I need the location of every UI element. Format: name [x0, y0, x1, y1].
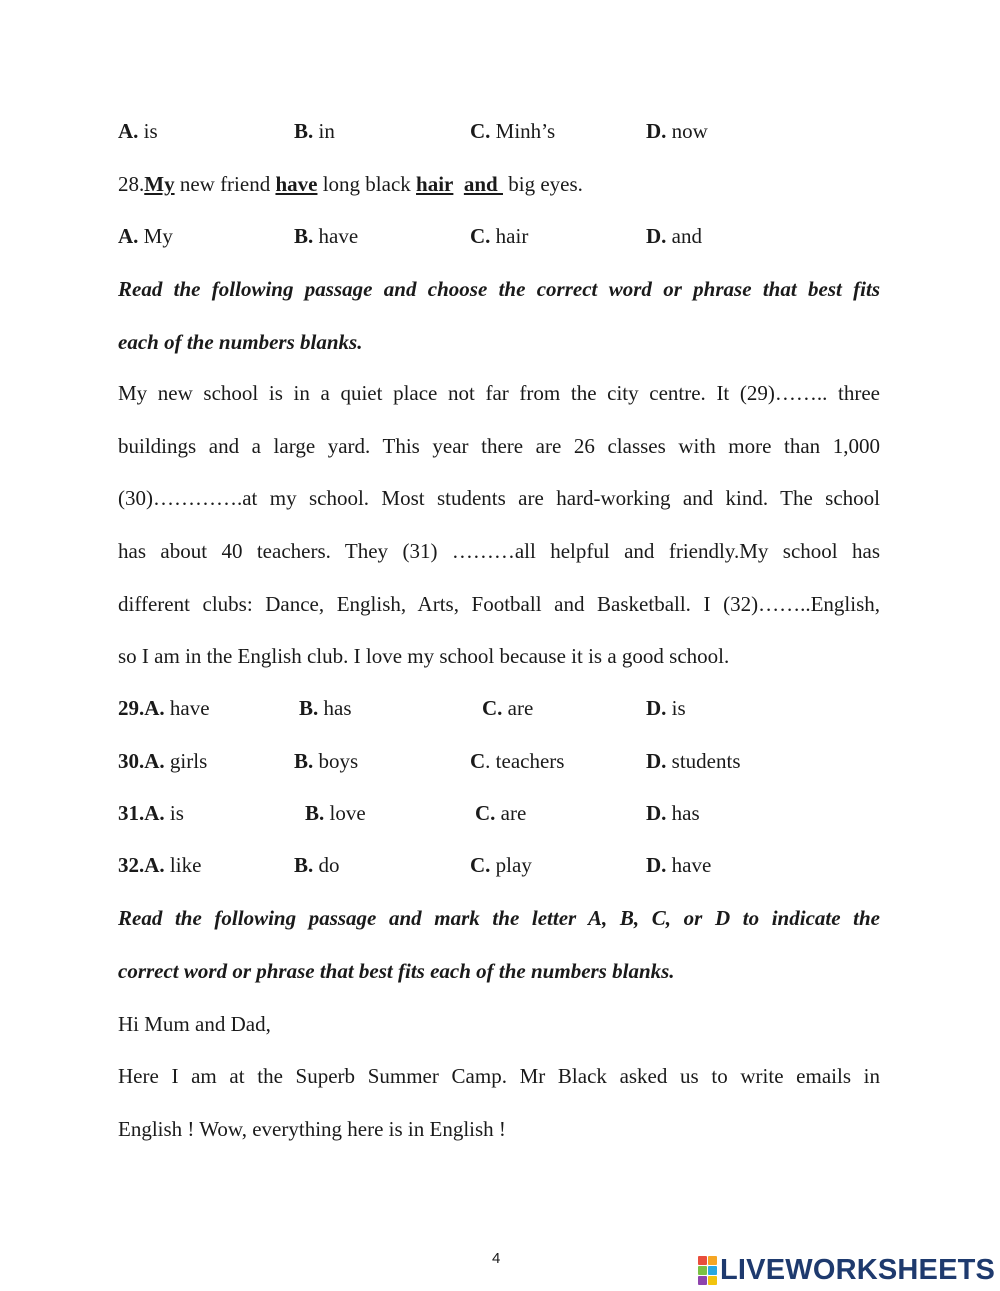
passage-1-line: (30)………….at my school. Most students are hard-working and kind. The school	[118, 486, 880, 510]
instruction-1-line-1: Read the following passage and choose the correct word or phrase that best fits	[118, 277, 880, 301]
logo-text: LIVEWORKSHEETS	[720, 1253, 996, 1286]
q32-option-a: 32.A. like	[118, 853, 202, 877]
passage-1-line: so I am in the English club. I love my school because it is a good school.	[118, 644, 730, 668]
passage-1-line: has about 40 teachers. They (31) ………all helpful and friendly.My school has	[118, 539, 880, 563]
q27-option-c: C. Minh’s	[470, 119, 556, 143]
logo-blocks-icon	[698, 1256, 717, 1285]
q29-option-d: D. is	[646, 696, 686, 720]
q31-option-b: B. love	[305, 801, 366, 825]
q27-option-a: A. is	[118, 119, 158, 143]
q32-option-d: D. have	[646, 853, 712, 877]
q28-option-b: B. have	[294, 224, 359, 248]
passage-1-line: different clubs: Dance, English, Arts, Football and Basketball. I (32)……..English,	[118, 592, 880, 616]
instruction-1-line-2: each of the numbers blanks.	[118, 330, 363, 354]
q28-number: 28.	[118, 172, 145, 196]
passage-1-line: buildings and a large yard. This year there are 26 classes with more than 1,000	[118, 434, 880, 458]
q28-underlined-b: have	[275, 172, 318, 196]
q27-option-d: D. now	[646, 119, 708, 143]
q27-option-b: B. in	[294, 119, 335, 143]
passage-1-line: My new school is in a quiet place not far from the city centre. It (29)…….. three	[118, 381, 880, 405]
q31-option-a: 31.A. is	[118, 801, 184, 825]
q30-option-c: C. teachers	[470, 749, 565, 773]
q28-option-d: D. and	[646, 224, 702, 248]
q31-option-c: C. are	[475, 801, 527, 825]
instruction-2-line-2: correct word or phrase that best fits each of the numbers blanks.	[118, 959, 675, 983]
q29-option-a: 29.A. have	[118, 696, 210, 720]
q32-option-c: C. play	[470, 853, 532, 877]
letter-greeting: Hi Mum and Dad,	[118, 1012, 271, 1036]
q29-option-c: C. are	[482, 696, 534, 720]
letter-line-1: Here I am at the Superb Summer Camp. Mr Black asked us to write emails in	[118, 1064, 880, 1088]
q29-option-b: B. has	[299, 696, 352, 720]
q30-option-b: B. boys	[294, 749, 359, 773]
q31-option-d: D. has	[646, 801, 700, 825]
q28-option-c: C. hair	[470, 224, 529, 248]
q28-underlined-c: hair	[416, 172, 454, 196]
q28-sentence: 28.My new friend have long black hair and big eyes.	[118, 172, 583, 196]
q32-option-b: B. do	[294, 853, 340, 877]
q30-option-a: 30.A. girls	[118, 749, 208, 773]
q30-option-d: D. students	[646, 749, 741, 773]
instruction-2-line-1: Read the following passage and mark the letter A, B, C, or D to indicate the	[118, 906, 880, 930]
page-number: 4	[492, 1250, 501, 1267]
q28-underlined-a: My	[144, 172, 175, 196]
q28-underlined-d: and	[463, 172, 503, 196]
liveworksheets-logo	[698, 1254, 995, 1286]
q28-option-a: A. My	[118, 224, 173, 248]
letter-line-2: English ! Wow, everything here is in English !	[118, 1117, 506, 1141]
